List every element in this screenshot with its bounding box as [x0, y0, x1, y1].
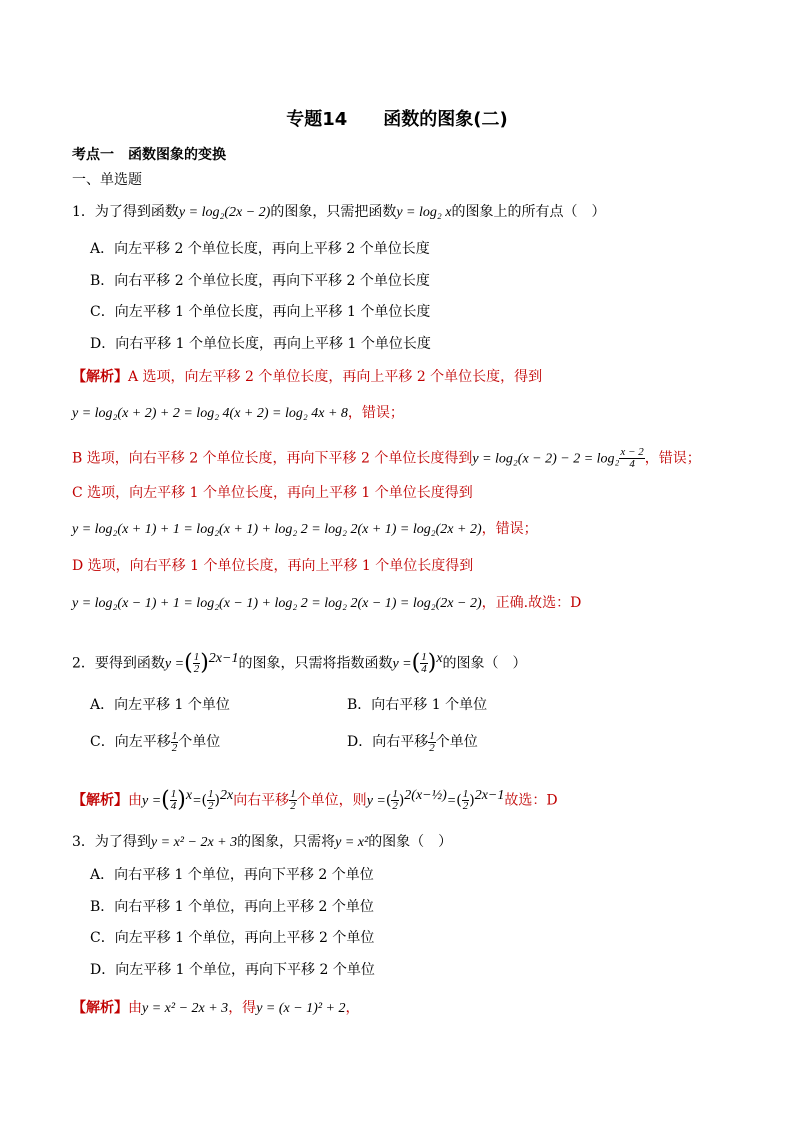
fraction-denominator: 4	[421, 663, 427, 676]
q2-fn2-exponent: x	[436, 651, 443, 666]
q3-option-a: A．向右平移 1 个单位，再向下平移 2 个单位	[90, 867, 374, 883]
q2-analysis-y: y =	[142, 793, 162, 809]
q2-analysis-exp2: 2x	[219, 788, 234, 803]
q3-stem-post: 的图象（ ）	[368, 834, 453, 850]
fraction-denominator: 2	[392, 800, 398, 813]
q1-analysis-line5	[72, 520, 538, 539]
q3-analysis-mid: ，得	[228, 1000, 257, 1016]
fraction-denominator: 2	[462, 800, 469, 813]
right-paren: )	[427, 650, 437, 676]
q1-analysis-b-tail: ，错误；	[644, 450, 701, 467]
q2-fn2-base	[420, 652, 428, 675]
left-paren: (	[201, 792, 207, 809]
q3-analysis	[72, 999, 359, 1018]
q2-fn2-lhs: y =	[392, 656, 412, 672]
subsection-heading: 一、单选题	[72, 172, 142, 188]
q1-analysis-d-tail: ，正确.故选：D	[481, 595, 582, 611]
q3-option-c: C．向左平移 1 个单位，再向上平移 2 个单位	[90, 930, 375, 946]
q1-analysis-d-text: D 选项，向右平移 1 个单位长度，再向上平移 1 个单位长度得到	[72, 558, 474, 574]
q2-option-b: B．向右平移 1 个单位	[347, 697, 488, 713]
question-1-stem	[72, 203, 605, 222]
q2-option-c	[90, 730, 220, 754]
q2-option-d-unit: 个单位	[435, 734, 478, 750]
left-paren: (	[184, 650, 193, 676]
fraction-numerator: 1	[208, 788, 214, 801]
q1-analysis-b-fraction	[619, 447, 644, 470]
q2-analysis-eq2: =	[446, 793, 457, 809]
q2-option-c-unit: 个单位	[178, 734, 221, 750]
fraction-numerator: 1	[170, 788, 177, 801]
q3-analysis-pre: 由	[128, 1000, 142, 1016]
q1-function-target: y = log₂(2x − 2)	[178, 205, 271, 220]
fraction-denominator: 2	[429, 741, 435, 754]
right-paren: )	[398, 792, 405, 809]
q2-option-d-text: D．向右平移	[347, 734, 429, 750]
q1-stem-pre: 1．为了得到函数	[72, 204, 179, 220]
q2-analysis-base-half-2	[391, 789, 399, 812]
q2-analysis-eq1: =	[192, 793, 202, 809]
q1-analysis-b-math: y = log₂(x − 2) − 2 = log₂	[472, 451, 620, 467]
q2-analysis-exp1: x	[185, 788, 193, 803]
q2-stem-mid: 的图象，只需将指数函数	[238, 655, 393, 672]
q2-option-c-text: C．向左平移	[90, 734, 171, 750]
q1-analysis-a-text: A 选项，向左平移 2 个单位长度，再向上平移 2 个单位长度，得到	[128, 369, 543, 385]
q1-option-b: B．向右平移 2 个单位长度，再向下平移 2 个单位长度	[90, 273, 430, 289]
q2-analysis	[72, 784, 558, 814]
q1-analysis-tag: 【解析】	[72, 369, 128, 385]
q1-analysis-line1	[72, 368, 542, 386]
q2-option-a: A．向左平移 1 个单位	[90, 697, 230, 713]
section-heading: 考点一 函数图象的变换	[72, 147, 226, 163]
q3-stem-pre: 3．为了得到	[72, 834, 151, 850]
fraction-denominator: 2	[171, 741, 178, 754]
q1-stem-post: 的图象上的所有点（ ）	[451, 204, 606, 220]
q2-analysis-tag: 【解析】	[72, 792, 128, 809]
fraction-numerator: 1	[290, 788, 296, 801]
fraction-numerator: 1	[429, 729, 435, 742]
q2-analysis-unit: 个单位，则	[296, 792, 367, 809]
q2-analysis-shift-fraction	[289, 789, 297, 812]
q2-stem-pre: 2．要得到函数	[72, 655, 165, 672]
q3-analysis-fn1: y = x² − 2x + 3	[142, 1001, 229, 1016]
q1-option-a: A．向左平移 2 个单位长度，再向上平移 2 个单位长度	[90, 241, 430, 257]
left-paren: (	[411, 650, 421, 676]
right-paren: )	[200, 650, 209, 676]
fraction-numerator: 1	[193, 651, 200, 664]
q3-stem-mid: 的图象，只需将	[237, 834, 336, 850]
question-2-stem	[72, 648, 527, 676]
q1-stem-mid: 的图象，只需把函数	[270, 204, 397, 220]
left-paren: (	[161, 787, 170, 813]
q1-analysis-d-math: y = log₂(x − 1) + 1 = log₂(x − 1) + log₂ 2 = log₂ 2(x − 1) = log₂(2x − 2)	[72, 596, 482, 611]
q3-analysis-fn2: y = (x − 1)² + 2	[256, 1001, 346, 1016]
q2-analysis-exp4: 2x−1	[474, 788, 505, 803]
right-paren: )	[214, 792, 220, 809]
left-paren: (	[385, 792, 392, 809]
q3-function-target: y = x² − 2x + 3	[150, 835, 238, 850]
q1-analysis-line7	[72, 594, 581, 613]
question-3-stem	[72, 833, 452, 852]
q2-analysis-y2: y =	[366, 793, 386, 809]
right-paren: )	[469, 792, 475, 809]
q2-option-d	[347, 730, 478, 754]
left-paren: (	[456, 792, 462, 809]
q2-analysis-shift: 向右平移	[233, 792, 290, 809]
fraction-numerator: x − 2	[620, 446, 644, 458]
q2-analysis-exp3: 2(x−½)	[404, 788, 447, 803]
fraction-numerator: 1	[392, 788, 398, 801]
page-title: 专题14 函数的图象(二)	[286, 109, 508, 130]
q2-analysis-base-half	[207, 789, 215, 812]
q1-analysis-a-math: y = log₂(x + 2) + 2 = log₂ 4(x + 2) = log₂ 4x + 8	[72, 406, 348, 421]
q2-stem-post: 的图象（ ）	[442, 655, 527, 672]
q3-analysis-tag: 【解析】	[72, 1000, 128, 1016]
right-paren: )	[177, 787, 186, 813]
fraction-numerator: 1	[421, 651, 427, 664]
q2-option-d-fraction	[428, 731, 436, 754]
q1-analysis-c-tail: ，错误；	[481, 521, 538, 537]
q1-analysis-line3	[72, 447, 701, 470]
q2-fn1-exponent: 2x−1	[208, 651, 239, 666]
q1-option-d: D．向右平移 1 个单位长度，再向上平移 1 个单位长度	[90, 336, 431, 352]
q1-option-c: C．向左平移 1 个单位长度，再向上平移 1 个单位长度	[90, 304, 431, 320]
q1-analysis-b-text: B 选项，向右平移 2 个单位长度，再向下平移 2 个单位长度得到	[72, 450, 473, 467]
q1-function-source: y = log₂ x	[396, 205, 452, 220]
q1-analysis-c-text: C 选项，向左平移 1 个单位长度，再向上平移 1 个单位长度得到	[72, 485, 473, 501]
q1-analysis-c-math: y = log₂(x + 1) + 1 = log₂(x + 1) + log₂ 2 = log₂ 2(x + 1) = log₂(2x + 2)	[72, 522, 482, 537]
fraction-denominator: 2	[208, 800, 214, 813]
q2-analysis-tail: 故选：D	[504, 792, 558, 809]
q2-analysis-pre: 由	[128, 792, 142, 809]
q1-analysis-a-tail: ，错误；	[347, 405, 404, 421]
q3-analysis-tail: ，	[345, 1000, 360, 1016]
fraction-denominator: 2	[290, 800, 296, 813]
fraction-denominator: 4	[170, 800, 177, 813]
q3-function-source: y = x²	[335, 835, 369, 850]
q1-analysis-line2	[72, 404, 404, 423]
fraction-numerator: 1	[462, 788, 469, 801]
q2-fn1-lhs: y =	[164, 656, 185, 672]
q3-option-b: B．向右平移 1 个单位，再向上平移 2 个单位	[90, 899, 374, 915]
fraction-denominator: 4	[629, 458, 635, 470]
fraction-numerator: 1	[171, 729, 178, 742]
fraction-denominator: 2	[193, 663, 200, 676]
q3-option-d: D．向左平移 1 个单位，再向下平移 2 个单位	[90, 962, 375, 978]
